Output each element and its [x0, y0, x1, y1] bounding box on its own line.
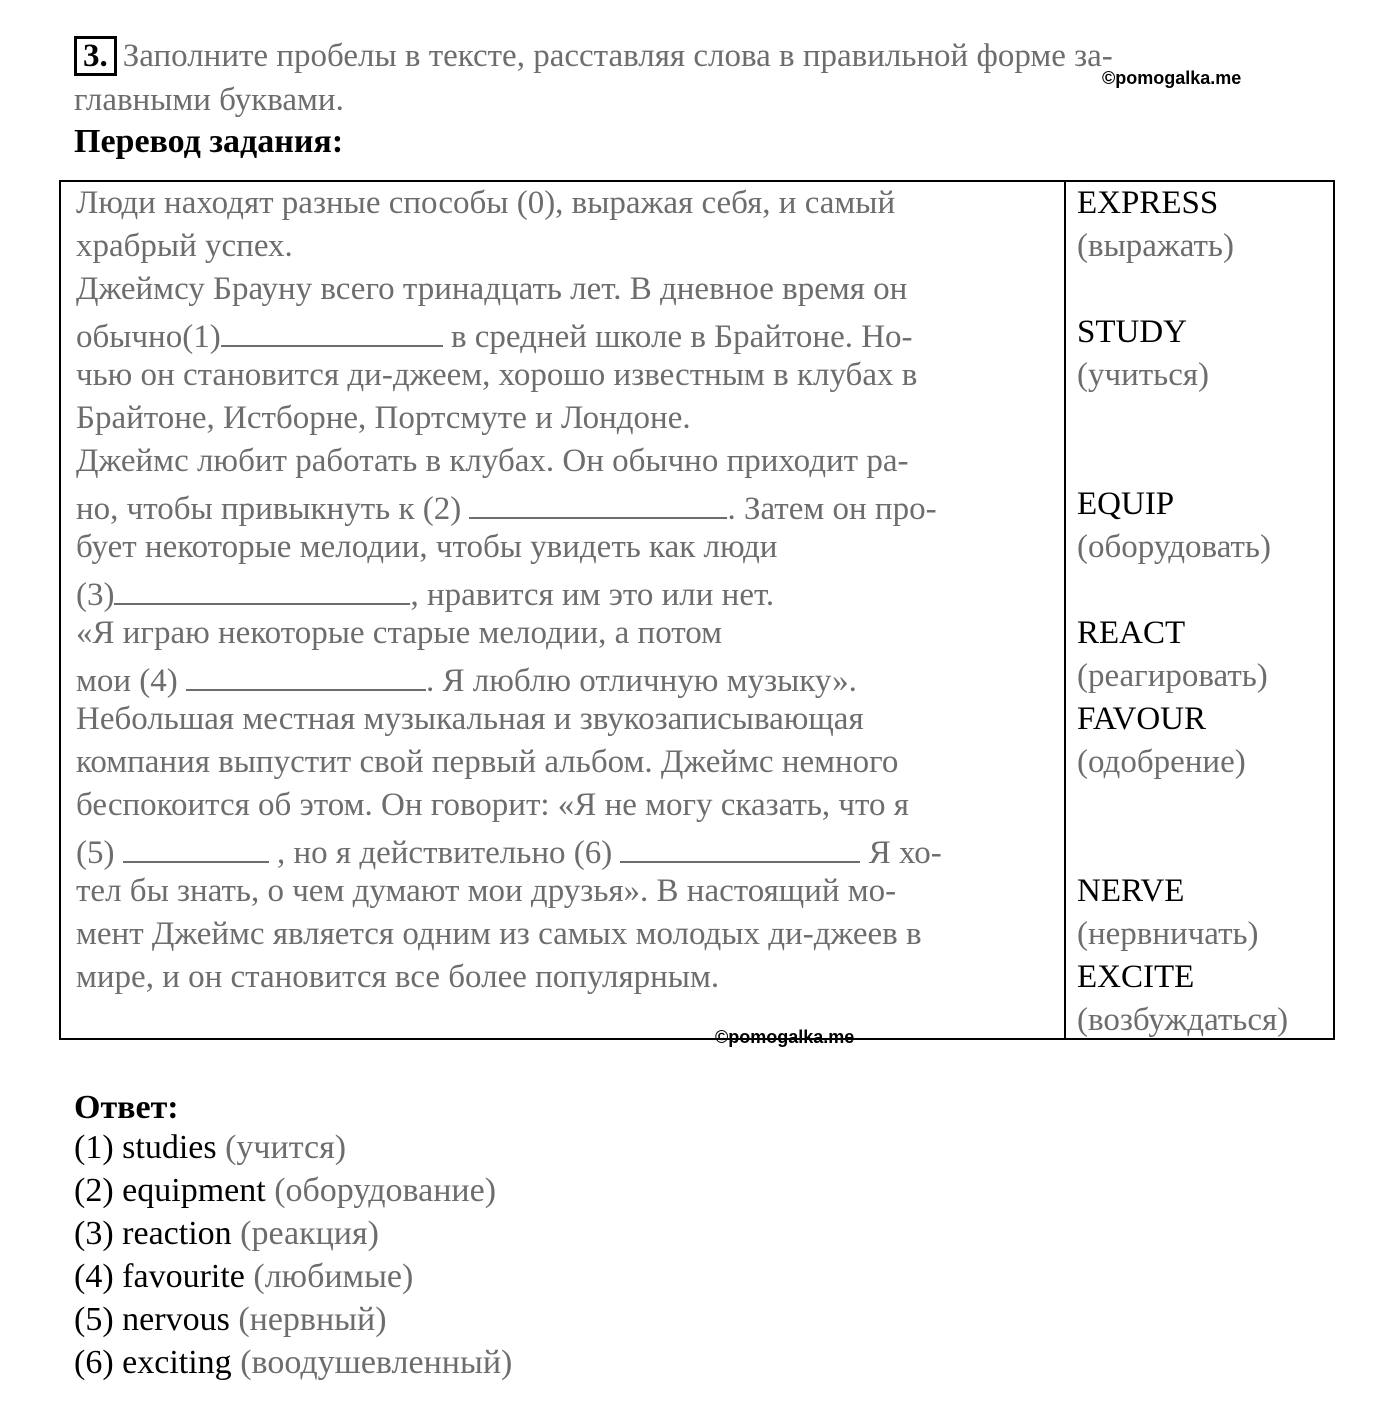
answer-item	[74, 1126, 512, 1169]
text-segment: . Затем он про-	[727, 491, 937, 527]
answer-translation: (реакция)	[231, 1215, 379, 1252]
text-line: беспокоится об этом. Он говорит: «Я не могу сказать, что я	[76, 787, 909, 823]
spacer	[1077, 569, 1332, 612]
spacer	[1077, 440, 1332, 483]
instruction-text-1: Заполните пробелы в тексте, расставляя слова в правильной форме за-	[122, 38, 1113, 74]
text-segment: . Я люблю отличную музыку».	[426, 663, 857, 699]
text-line: чью он становится ди-джеем, хорошо известным в клубах в	[76, 357, 918, 393]
text-line: храбрый успех.	[76, 228, 293, 264]
text-line: мире, и он становится все более популярным.	[76, 959, 720, 995]
text-line	[76, 483, 1061, 526]
text-segment: , но я действительно (6)	[268, 835, 621, 871]
text-line	[76, 311, 1061, 354]
answer-title: Ответ:	[74, 1089, 179, 1126]
key-word-translation: (нервничать)	[1077, 916, 1259, 952]
text-line: «Я играю некоторые старые мелодии, а потом	[76, 615, 722, 651]
blank-2	[469, 483, 727, 519]
answer-number: (1)	[74, 1129, 123, 1166]
blank-3	[114, 569, 410, 605]
answer-translation: (любимые)	[244, 1258, 414, 1295]
spacer	[1077, 397, 1332, 440]
instruction-line-1	[74, 34, 1274, 78]
text-segment: обычно(1)	[76, 319, 221, 355]
answer-word: favourite	[122, 1258, 245, 1295]
blank-1	[221, 311, 443, 347]
key-word-translation: (выражать)	[1077, 228, 1234, 264]
spacer	[1077, 827, 1332, 870]
answer-item	[74, 1341, 512, 1384]
text-line: мент Джеймс является одним из самых молодых ди-джеев в	[76, 916, 922, 952]
answer-translation: (оборудование)	[265, 1172, 497, 1209]
text-segment: (3)	[76, 577, 115, 613]
answer-word: studies	[122, 1129, 217, 1166]
answer-item	[74, 1169, 512, 1212]
text-segment: мои (4)	[76, 663, 187, 699]
text-line: бует некоторые мелодии, чтобы увидеть как люди	[76, 529, 778, 565]
key-word-translation: (оборудовать)	[1077, 529, 1271, 565]
text-line	[76, 569, 1061, 612]
answer-item	[74, 1255, 512, 1298]
answer-number: (5)	[74, 1301, 123, 1338]
key-word: EQUIP	[1077, 486, 1175, 522]
text-line: тел бы знать, о чем думают мои друзья». В настоящий мо-	[76, 873, 897, 909]
instruction-line-2: главными буквами.	[74, 82, 344, 118]
key-word: EXCITE	[1077, 959, 1195, 995]
key-word-translation: (возбуждаться)	[1077, 1002, 1289, 1038]
task-text-column	[76, 182, 1061, 999]
text-line: Небольшая местная музыкальная и звукозаписывающая	[76, 701, 864, 737]
key-word: NERVE	[1077, 873, 1185, 909]
blank-6	[620, 827, 860, 863]
key-word-translation: (одобрение)	[1077, 744, 1246, 780]
task-table	[59, 180, 1335, 1040]
key-word: REACT	[1077, 615, 1186, 651]
key-word: EXPRESS	[1077, 185, 1219, 221]
text-line: Люди находят разные способы (0), выражая себя, и самый	[76, 185, 896, 221]
answer-item	[74, 1212, 512, 1255]
answer-translation: (воодушевленный)	[231, 1344, 513, 1381]
text-line: Джеймс любит работать в клубах. Он обычно приходит ра-	[76, 443, 909, 479]
answer-word: exciting	[122, 1344, 232, 1381]
answer-number: (4)	[74, 1258, 123, 1295]
text-line: Джеймсу Брауну всего тринадцать лет. В дневное время он	[76, 271, 908, 307]
answer-translation: (нервный)	[229, 1301, 387, 1338]
translation-subtitle: Перевод задания:	[74, 123, 344, 160]
answer-translation: (учится)	[216, 1129, 347, 1166]
text-segment: Я хо-	[860, 835, 942, 871]
text-segment: в средней школе в Брайтоне. Но-	[442, 319, 913, 355]
watermark-bottom: ©pomogalka.me	[715, 1027, 855, 1047]
key-word-translation: (учиться)	[1077, 357, 1210, 393]
text-line: компания выпустит свой первый альбом. Джеймс немного	[76, 744, 899, 780]
answer-number: (2)	[74, 1172, 123, 1209]
text-line: Брайтоне, Истборне, Портсмуте и Лондоне.	[76, 400, 691, 436]
answer-word: nervous	[122, 1301, 230, 1338]
answer-word: reaction	[122, 1215, 232, 1252]
text-line	[76, 827, 1061, 870]
answer-item	[74, 1298, 512, 1341]
text-segment: (5)	[76, 835, 123, 871]
answer-number: (3)	[74, 1215, 123, 1252]
answer-word: equipment	[122, 1172, 266, 1209]
text-line	[76, 655, 1061, 698]
key-word-translation: (реагировать)	[1077, 658, 1268, 694]
key-word: STUDY	[1077, 314, 1188, 350]
task-number-box: 3.	[74, 36, 117, 76]
spacer	[1077, 268, 1332, 311]
column-divider	[1064, 182, 1066, 1038]
blank-4	[186, 655, 426, 691]
task-instruction	[74, 34, 1274, 122]
text-segment: но, чтобы привыкнуть к (2)	[76, 491, 470, 527]
watermark-top: ©pomogalka.me	[1102, 68, 1242, 88]
key-words-column	[1077, 182, 1332, 1042]
text-segment: , нравится им это или нет.	[410, 577, 775, 613]
spacer	[1077, 784, 1332, 827]
key-word: FAVOUR	[1077, 701, 1206, 737]
blank-5	[123, 827, 269, 863]
answer-number: (6)	[74, 1344, 123, 1381]
answer-list	[74, 1126, 512, 1384]
